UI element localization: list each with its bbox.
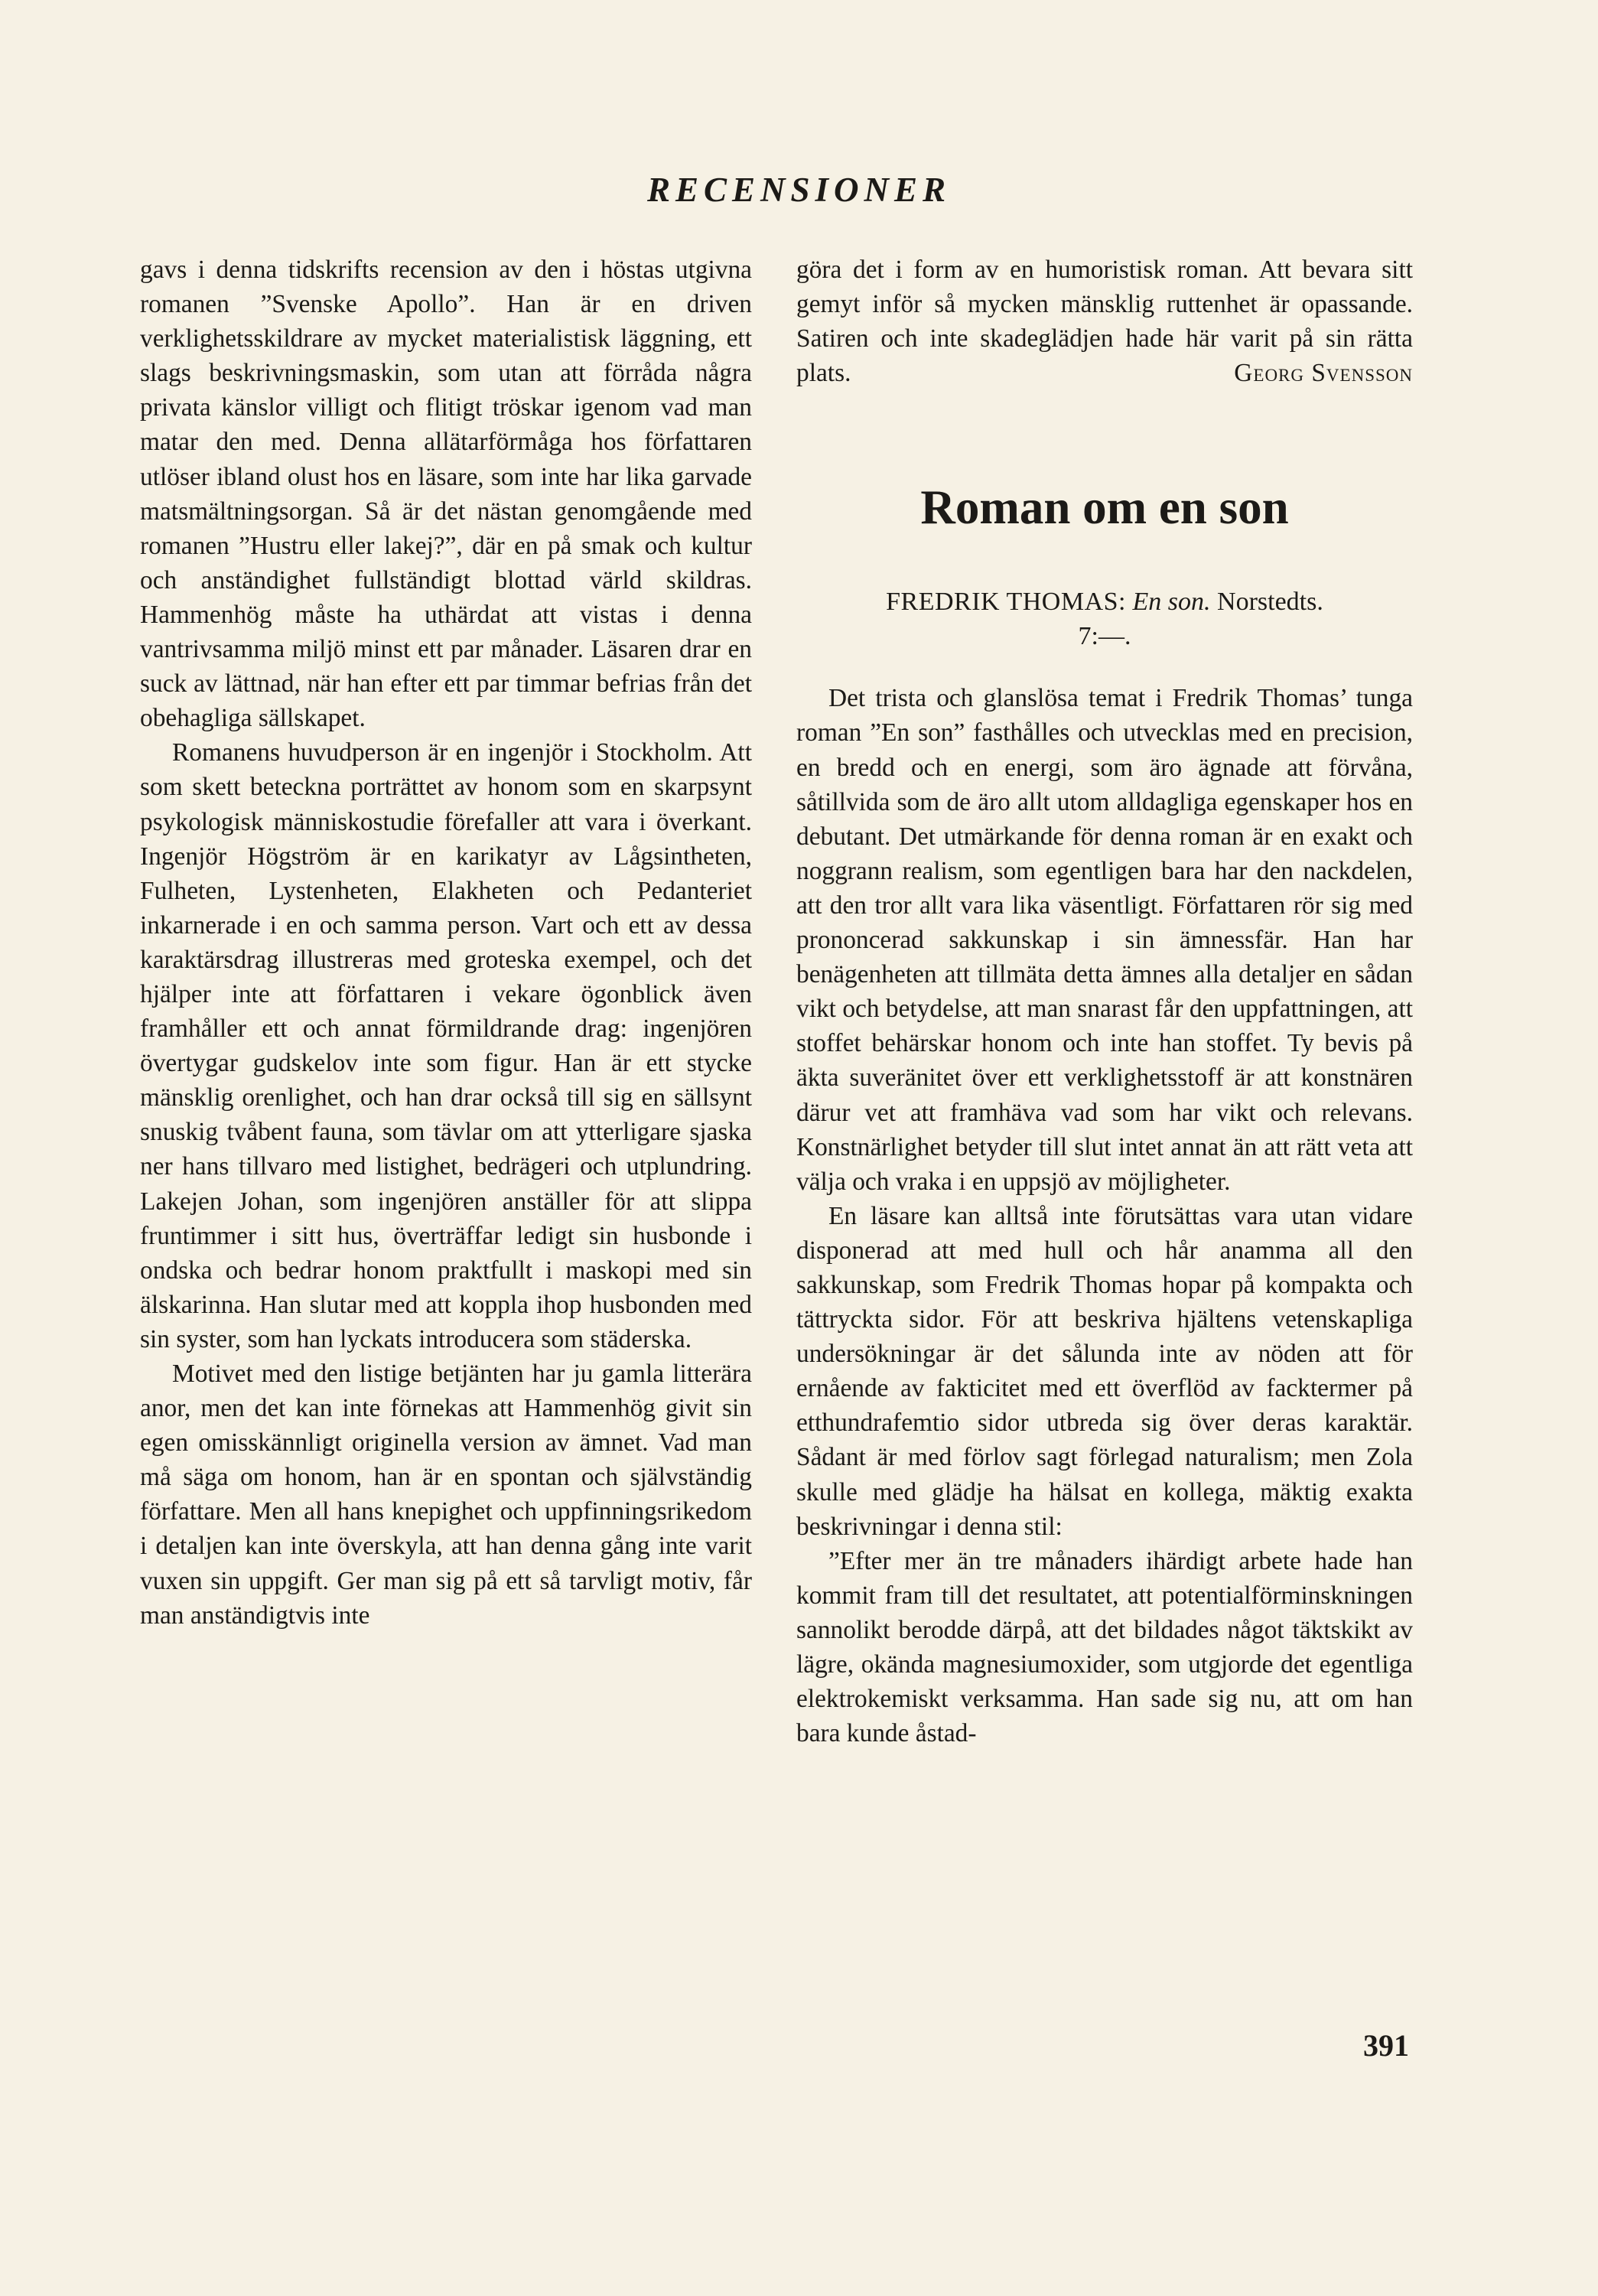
left-paragraph-2: Romanens huvudperson är en ingenjör i Stockholm. Att som skett beteckna porträttet av honom som en skarpsynt psykologisk människostudie förefaller att vara i överkant. Ingenjör Högström är en karikatyr av Lågsintheten, Fulheten, Lystenheten, Elakheten och Pedanteriet inkarnerade i en och samma person. Vart och ett av dessa karaktärsdrag illustreras med groteska exempel, och det hjälper inte att författaren i vekare ögonblick även framhåller ett och annat förmildrande drag: ingenjören övertygar gudskelov inte som figur. Han är ett stycke mänsklig orenlighet, och han drar också till sig en sällsynt snuskig tvåbent fauna, som tävlar om att ytterligare sjaska ner hans tillvaro med listighet, bedrägeri och utplundring. Lakejen Johan, som ingenjören anställer för att slippa fruntimmer i sitt hus, överträffar ledigt sin husbonde i ondska och bedrar honom praktfullt i maskopi med sin älskarinna. Han slutar med att koppla ihop husbonden med sin syster, som han lyckats introducera som städerska. xyxy=(140,738,752,1353)
book-publisher: Norstedts. xyxy=(1217,588,1323,617)
book-price: 7:—. xyxy=(1078,622,1131,651)
right-paragraph-1: Det trista och glanslösa temat i Fredrik Thomas’ tunga roman ”En son” fasthålles och utvecklas med en precision, en bredd och en energi, som äro ägnade att förvåna, såtillvida som de äro allt utom alldagliga egenskaper hos en debutant. Det utmärkande för denna roman är en exakt och noggrann realism, som egentligen bara har den nackdelen, att den tror allt vara lika väsentligt. Författaren rör sig med prononcerad sakkunskap i sin ämnessfär. Han har benägenheten att tillmäta detta ämnes alla detaljer en sådan vikt och betydelse, att man snarast får den uppfattningen, att stoffet behärskar honom och inte han stoffet. Ty bevis på äkta suveränitet över ett verklighetsstoff är att konstnären därur vet att framhäva vad som har vikt och relevans. Konstnärlighet betyder till slut intet annat än att rätt veta att välja och vraka i en uppsjö av möjligheter. xyxy=(796,684,1413,1196)
book-info xyxy=(796,585,1413,653)
left-column xyxy=(140,252,752,1633)
right-paragraph-2: En läsare kan alltså inte förutsättas vara utan vidare disponerad att med hull och hår anamma all den sakkunskap, som Fredrik Thomas hopar på kompakta och tättryckta sidor. För att beskriva hjältens vetenskapliga undersökningar är det sålunda inte av nöden att för ernående av fakticitet med ett överflöd av facktermer på etthundrafemtio sidor utbreda sig över deras karaktär. Sådant är med förlov sagt förlegad naturalism; men Zola skulle med glädje ha hälsat en kollega, mäktig exakta beskrivningar i denna stil: xyxy=(796,1201,1413,1541)
review-title: Roman om en son xyxy=(920,480,1289,535)
book-title: En son. xyxy=(1132,588,1211,617)
book-author: FREDRIK THOMAS: xyxy=(886,588,1127,617)
left-paragraph-1: gavs i denna tidskrifts recension av den i höstas utgivna romanen ”Svenske Apollo”. Han är en driven verklighetsskildrare av mycket materialistisk läggning, ett slags beskrivningsmaskin, som utan att förråda några privata känslor villigt och flitigt tröskar igenom vad man matar den med. Denna allätarförmåga hos författaren utlöser ibland olust hos en läsare, som inte har lika garvade matsmältningsorgan. Så är det nästan genomgående med romanen ”Hustru eller lakej?”, där en på smak och kultur och anständighet fullständigt blottad värld skildras. Hammenhög måste ha uthärdat att vistas i denna vantrivsamma miljö minst ett par månader. Läsaren drar en suck av lättnad, när han efter ett par timmar befrias från det obehagliga sällskapet. xyxy=(140,256,752,733)
page-number: 391 xyxy=(1363,2028,1409,2063)
running-header: RECENSIONER xyxy=(646,171,952,209)
previous-review-ending: göra det i form av en humoristisk roman. Att bevara sitt gemyt inför så mycken mänsklig ruttenhet är opassande. Satiren och inte skadeglädjen hade här varit på sin rätta plats. xyxy=(796,256,1413,388)
left-paragraph-3: Motivet med den listige betjänten har ju gamla litterära anor, men det kan inte förnekas att Hammenhög givit sin egen omisskännligt originella version av ämnet. Vad man må säga om honom, han är en spontan och självständig författare. Men all hans knepighet och uppfinningsrikedom i detaljen kan inte överskyla, att han denna gång inte varit vuxen sin uppgift. Ger man sig på ett så tarvligt motiv, får man anständigtvis inte xyxy=(140,1360,752,1630)
right-column xyxy=(796,252,1413,1750)
reviewer-signature: Georg Svensson xyxy=(1234,359,1413,388)
right-paragraph-3: ”Efter mer än tre månaders ihärdigt arbete hade han kommit fram till det resultatet, att potentialförminskningen sannolikt berodde därpå, att det bildades något täktskikt av lägre, okända magnesiumoxider, som utgjorde det egentliga elektrokemiskt verksamma. Han sade sig nu, att om han bara kunde åstad- xyxy=(796,1546,1413,1748)
